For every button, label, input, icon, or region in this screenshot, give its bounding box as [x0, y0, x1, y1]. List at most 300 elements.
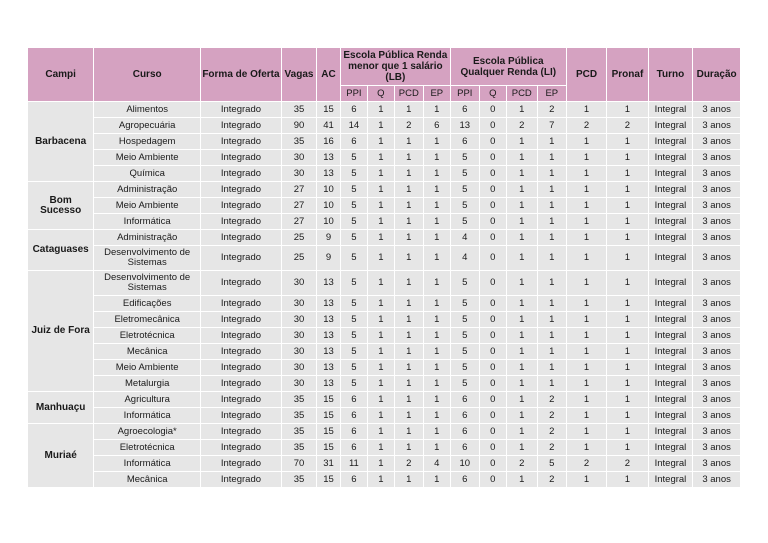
cell-li-q: 0: [479, 102, 506, 118]
table-row: [28, 328, 741, 344]
cell-pronaf: 1: [607, 440, 648, 456]
table-row: [28, 182, 741, 198]
cell-lb-pcd: 1: [394, 166, 423, 182]
cell-pcd: 1: [566, 214, 606, 230]
cell-vagas: 27: [281, 214, 316, 230]
cell-vagas: 30: [281, 166, 316, 182]
cell-forma-de-oferta: Integrado: [201, 408, 282, 424]
cell-lb-ppi: 6: [340, 134, 367, 150]
cell-li-pcd: 1: [506, 198, 537, 214]
cell-li-ep: 2: [537, 102, 566, 118]
cell-pronaf: 1: [607, 328, 648, 344]
cell-pronaf: 1: [607, 182, 648, 198]
cell-li-ep: 2: [537, 440, 566, 456]
cell-turno: Integral: [648, 271, 693, 296]
cell-curso: Química: [94, 166, 201, 182]
table-row: [28, 246, 741, 271]
header-pcd: PCD: [566, 48, 606, 102]
cell-lb-ppi: 5: [340, 214, 367, 230]
cell-turno: Integral: [648, 182, 693, 198]
cell-li-ep: 1: [537, 150, 566, 166]
cell-pcd: 1: [566, 440, 606, 456]
cell-ac: 10: [317, 198, 341, 214]
cell-li-q: 0: [479, 246, 506, 271]
cell-curso: Metalurgia: [94, 376, 201, 392]
cell-li-ppi: 6: [450, 472, 479, 488]
cell-lb-ppi: 5: [340, 296, 367, 312]
cell-lb-pcd: 2: [394, 118, 423, 134]
cell-lb-ep: 1: [423, 230, 450, 246]
table-row: [28, 440, 741, 456]
cell-lb-ppi: 5: [340, 344, 367, 360]
cell-vagas: 25: [281, 246, 316, 271]
table-header: [28, 48, 741, 102]
cell-li-q: 0: [479, 166, 506, 182]
cell-li-ep: 1: [537, 134, 566, 150]
cell-lb-pcd: 1: [394, 392, 423, 408]
cell-forma-de-oferta: Integrado: [201, 230, 282, 246]
cell-duracao: 3 anos: [693, 312, 741, 328]
header-forma-de-oferta: Forma de Oferta: [201, 48, 282, 102]
cell-pronaf: 2: [607, 456, 648, 472]
cell-ac: 15: [317, 408, 341, 424]
cell-vagas: 70: [281, 456, 316, 472]
cell-lb-q: 1: [367, 246, 394, 271]
header-pronaf: Pronaf: [607, 48, 648, 102]
cell-li-ep: 1: [537, 214, 566, 230]
cell-forma-de-oferta: Integrado: [201, 328, 282, 344]
cell-curso: Eletromecânica: [94, 312, 201, 328]
cell-li-q: 0: [479, 472, 506, 488]
cell-li-pcd: 1: [506, 344, 537, 360]
cell-ac: 10: [317, 182, 341, 198]
cell-vagas: 25: [281, 230, 316, 246]
cell-turno: Integral: [648, 230, 693, 246]
cell-li-pcd: 1: [506, 296, 537, 312]
cell-turno: Integral: [648, 360, 693, 376]
cell-lb-ppi: 5: [340, 328, 367, 344]
cell-lb-ep: 1: [423, 102, 450, 118]
cell-pcd: 1: [566, 472, 606, 488]
cell-curso: Informática: [94, 456, 201, 472]
cell-duracao: 3 anos: [693, 344, 741, 360]
table-row: [28, 408, 741, 424]
cell-lb-ppi: 6: [340, 440, 367, 456]
cell-li-pcd: 1: [506, 271, 537, 296]
cell-turno: Integral: [648, 392, 693, 408]
subheader-ppi-lb: PPI: [340, 86, 367, 102]
cell-pcd: 1: [566, 312, 606, 328]
cell-vagas: 35: [281, 134, 316, 150]
cell-vagas: 30: [281, 150, 316, 166]
cell-lb-ppi: 5: [340, 271, 367, 296]
cell-forma-de-oferta: Integrado: [201, 271, 282, 296]
cell-lb-q: 1: [367, 456, 394, 472]
cell-lb-ep: 1: [423, 376, 450, 392]
cell-vagas: 35: [281, 440, 316, 456]
cell-lb-pcd: 2: [394, 456, 423, 472]
cell-lb-ppi: 6: [340, 408, 367, 424]
cell-lb-pcd: 1: [394, 271, 423, 296]
cell-li-ppi: 4: [450, 230, 479, 246]
cell-duracao: 3 anos: [693, 214, 741, 230]
cell-forma-de-oferta: Integrado: [201, 166, 282, 182]
cell-li-ppi: 5: [450, 182, 479, 198]
cell-lb-ppi: 5: [340, 230, 367, 246]
cell-lb-q: 1: [367, 408, 394, 424]
cell-lb-pcd: 1: [394, 472, 423, 488]
cell-forma-de-oferta: Integrado: [201, 182, 282, 198]
cell-ac: 13: [317, 150, 341, 166]
cell-vagas: 35: [281, 472, 316, 488]
cell-li-q: 0: [479, 271, 506, 296]
cell-pcd: 1: [566, 182, 606, 198]
cell-lb-q: 1: [367, 344, 394, 360]
cell-li-pcd: 2: [506, 456, 537, 472]
cell-vagas: 30: [281, 360, 316, 376]
cell-lb-pcd: 1: [394, 344, 423, 360]
cell-pronaf: 1: [607, 102, 648, 118]
cell-duracao: 3 anos: [693, 392, 741, 408]
cell-lb-pcd: 1: [394, 296, 423, 312]
table-row: [28, 312, 741, 328]
campus-name: Manhuaçu: [28, 392, 94, 424]
cell-pcd: 1: [566, 360, 606, 376]
cell-ac: 10: [317, 214, 341, 230]
cell-lb-pcd: 1: [394, 214, 423, 230]
cell-li-pcd: 1: [506, 392, 537, 408]
table-row: [28, 376, 741, 392]
cell-lb-ppi: 5: [340, 150, 367, 166]
cell-lb-pcd: 1: [394, 230, 423, 246]
cell-li-ep: 1: [537, 312, 566, 328]
cell-curso: Informática: [94, 408, 201, 424]
cell-pronaf: 1: [607, 150, 648, 166]
table-row: [28, 392, 741, 408]
cell-forma-de-oferta: Integrado: [201, 118, 282, 134]
cell-ac: 9: [317, 230, 341, 246]
cell-turno: Integral: [648, 408, 693, 424]
cell-forma-de-oferta: Integrado: [201, 424, 282, 440]
cell-turno: Integral: [648, 166, 693, 182]
cell-li-ppi: 5: [450, 296, 479, 312]
cell-li-ep: 2: [537, 392, 566, 408]
cell-li-ppi: 4: [450, 246, 479, 271]
cell-lb-ep: 6: [423, 118, 450, 134]
cell-li-pcd: 1: [506, 472, 537, 488]
subheader-q-lb: Q: [367, 86, 394, 102]
cell-lb-ppi: 5: [340, 312, 367, 328]
cell-pronaf: 1: [607, 214, 648, 230]
cell-li-pcd: 1: [506, 360, 537, 376]
cell-li-ep: 1: [537, 166, 566, 182]
cell-lb-q: 1: [367, 328, 394, 344]
cell-turno: Integral: [648, 424, 693, 440]
cell-pronaf: 1: [607, 230, 648, 246]
cell-lb-ppi: 6: [340, 102, 367, 118]
cell-pcd: 1: [566, 134, 606, 150]
cell-li-ep: 1: [537, 296, 566, 312]
cell-duracao: 3 anos: [693, 328, 741, 344]
cell-curso: Agricultura: [94, 392, 201, 408]
table-row: [28, 424, 741, 440]
cell-turno: Integral: [648, 440, 693, 456]
cell-turno: Integral: [648, 312, 693, 328]
cell-forma-de-oferta: Integrado: [201, 440, 282, 456]
cell-forma-de-oferta: Integrado: [201, 472, 282, 488]
cell-pcd: 1: [566, 328, 606, 344]
cell-lb-q: 1: [367, 360, 394, 376]
cell-li-q: 0: [479, 424, 506, 440]
table-row: [28, 344, 741, 360]
cell-turno: Integral: [648, 150, 693, 166]
cell-forma-de-oferta: Integrado: [201, 360, 282, 376]
cell-pronaf: 1: [607, 246, 648, 271]
cell-li-ep: 1: [537, 198, 566, 214]
cell-pronaf: 1: [607, 360, 648, 376]
cell-turno: Integral: [648, 328, 693, 344]
cell-li-ep: 1: [537, 230, 566, 246]
cell-li-q: 0: [479, 214, 506, 230]
header-turno: Turno: [648, 48, 693, 102]
cell-lb-ppi: 6: [340, 472, 367, 488]
cell-turno: Integral: [648, 214, 693, 230]
cell-lb-q: 1: [367, 134, 394, 150]
cell-lb-ep: 1: [423, 271, 450, 296]
cell-duracao: 3 anos: [693, 198, 741, 214]
cell-pronaf: 1: [607, 408, 648, 424]
cell-lb-q: 1: [367, 166, 394, 182]
cell-lb-pcd: 1: [394, 312, 423, 328]
cell-pcd: 1: [566, 424, 606, 440]
subheader-ppi-li: PPI: [450, 86, 479, 102]
cell-lb-pcd: 1: [394, 134, 423, 150]
cell-lb-q: 1: [367, 296, 394, 312]
cell-turno: Integral: [648, 296, 693, 312]
cell-curso: Administração: [94, 230, 201, 246]
cell-lb-pcd: 1: [394, 360, 423, 376]
cell-pcd: 2: [566, 118, 606, 134]
cell-li-q: 0: [479, 150, 506, 166]
cell-li-ppi: 5: [450, 166, 479, 182]
table-row: [28, 150, 741, 166]
cell-curso: Meio Ambiente: [94, 198, 201, 214]
cell-turno: Integral: [648, 376, 693, 392]
cell-pcd: 1: [566, 271, 606, 296]
cell-vagas: 30: [281, 312, 316, 328]
cell-lb-ep: 1: [423, 182, 450, 198]
cell-vagas: 35: [281, 392, 316, 408]
cell-vagas: 30: [281, 328, 316, 344]
cell-ac: 13: [317, 312, 341, 328]
cell-duracao: 3 anos: [693, 456, 741, 472]
cell-pcd: 1: [566, 246, 606, 271]
cell-pronaf: 1: [607, 312, 648, 328]
cell-lb-q: 1: [367, 102, 394, 118]
cell-lb-q: 1: [367, 182, 394, 198]
cell-duracao: 3 anos: [693, 408, 741, 424]
cell-turno: Integral: [648, 102, 693, 118]
cell-lb-ep: 1: [423, 344, 450, 360]
cell-li-ep: 2: [537, 424, 566, 440]
cell-vagas: 35: [281, 102, 316, 118]
cell-li-ppi: 5: [450, 344, 479, 360]
cell-forma-de-oferta: Integrado: [201, 246, 282, 271]
cell-curso: Mecânica: [94, 472, 201, 488]
cell-duracao: 3 anos: [693, 134, 741, 150]
cell-vagas: 90: [281, 118, 316, 134]
cell-li-ep: 1: [537, 271, 566, 296]
cell-li-pcd: 1: [506, 134, 537, 150]
cell-lb-q: 1: [367, 118, 394, 134]
cell-lb-ep: 1: [423, 296, 450, 312]
cell-lb-ep: 1: [423, 312, 450, 328]
cell-lb-pcd: 1: [394, 150, 423, 166]
cell-lb-ep: 1: [423, 214, 450, 230]
cell-lb-ep: 1: [423, 360, 450, 376]
cell-vagas: 35: [281, 408, 316, 424]
cell-turno: Integral: [648, 344, 693, 360]
cell-pcd: 2: [566, 456, 606, 472]
cell-lb-ep: 1: [423, 198, 450, 214]
header-duracao: Duração: [693, 48, 741, 102]
subheader-pcd-lb: PCD: [394, 86, 423, 102]
header-ac: AC: [317, 48, 341, 102]
cell-forma-de-oferta: Integrado: [201, 456, 282, 472]
cell-li-q: 0: [479, 440, 506, 456]
cell-lb-q: 1: [367, 312, 394, 328]
cell-li-pcd: 1: [506, 166, 537, 182]
cell-lb-ppi: 5: [340, 360, 367, 376]
cell-lb-q: 1: [367, 198, 394, 214]
cell-lb-pcd: 1: [394, 408, 423, 424]
cell-forma-de-oferta: Integrado: [201, 150, 282, 166]
cell-pcd: 1: [566, 296, 606, 312]
cell-turno: Integral: [648, 472, 693, 488]
cell-li-q: 0: [479, 312, 506, 328]
cell-li-pcd: 1: [506, 230, 537, 246]
cell-lb-ep: 1: [423, 134, 450, 150]
cell-pronaf: 2: [607, 118, 648, 134]
cell-vagas: 30: [281, 296, 316, 312]
header-lb: Escola Pública Renda menor que 1 salário (LB): [340, 48, 450, 86]
cell-duracao: 3 anos: [693, 271, 741, 296]
table-row: [28, 296, 741, 312]
cell-lb-pcd: 1: [394, 376, 423, 392]
table-row: [28, 230, 741, 246]
table-row: [28, 271, 741, 296]
cell-pronaf: 1: [607, 296, 648, 312]
cell-vagas: 35: [281, 424, 316, 440]
cell-lb-q: 1: [367, 271, 394, 296]
cell-li-pcd: 1: [506, 214, 537, 230]
cell-pronaf: 1: [607, 271, 648, 296]
cell-li-ppi: 5: [450, 271, 479, 296]
cell-pronaf: 1: [607, 472, 648, 488]
cell-curso: Meio Ambiente: [94, 360, 201, 376]
cell-li-q: 0: [479, 328, 506, 344]
cell-turno: Integral: [648, 456, 693, 472]
cell-li-ep: 1: [537, 328, 566, 344]
cell-duracao: 3 anos: [693, 424, 741, 440]
cell-lb-ep: 1: [423, 440, 450, 456]
cell-lb-q: 1: [367, 150, 394, 166]
cell-pcd: 1: [566, 166, 606, 182]
table-body: [28, 102, 741, 488]
cell-pcd: 1: [566, 344, 606, 360]
cell-lb-q: 1: [367, 376, 394, 392]
table-row: [28, 472, 741, 488]
cell-li-ppi: 6: [450, 392, 479, 408]
cell-curso: Administração: [94, 182, 201, 198]
cell-lb-pcd: 1: [394, 328, 423, 344]
header-li: Escola Pública Qualquer Renda (LI): [450, 48, 566, 86]
table-row: [28, 118, 741, 134]
cell-li-ep: 7: [537, 118, 566, 134]
cell-forma-de-oferta: Integrado: [201, 296, 282, 312]
cell-li-pcd: 1: [506, 150, 537, 166]
subheader-pcd-li: PCD: [506, 86, 537, 102]
cell-lb-ep: 1: [423, 150, 450, 166]
cell-vagas: 27: [281, 182, 316, 198]
cell-vagas: 30: [281, 344, 316, 360]
cell-li-ppi: 5: [450, 150, 479, 166]
cell-turno: Integral: [648, 134, 693, 150]
cell-lb-q: 1: [367, 214, 394, 230]
cell-li-pcd: 1: [506, 246, 537, 271]
cell-li-pcd: 1: [506, 424, 537, 440]
cell-ac: 15: [317, 440, 341, 456]
cell-li-ppi: 5: [450, 376, 479, 392]
cell-ac: 13: [317, 344, 341, 360]
cell-li-ppi: 5: [450, 360, 479, 376]
cell-li-ep: 1: [537, 246, 566, 271]
cell-pcd: 1: [566, 230, 606, 246]
cell-duracao: 3 anos: [693, 118, 741, 134]
cell-ac: 13: [317, 271, 341, 296]
cell-li-ppi: 5: [450, 214, 479, 230]
cell-ac: 13: [317, 376, 341, 392]
cell-li-ppi: 5: [450, 198, 479, 214]
cell-li-ep: 1: [537, 376, 566, 392]
cell-lb-ppi: 6: [340, 424, 367, 440]
cell-turno: Integral: [648, 198, 693, 214]
subheader-q-li: Q: [479, 86, 506, 102]
cell-li-ppi: 6: [450, 134, 479, 150]
table-row: [28, 456, 741, 472]
cell-li-ep: 2: [537, 472, 566, 488]
cell-pronaf: 1: [607, 198, 648, 214]
cell-li-ppi: 6: [450, 424, 479, 440]
cell-lb-ep: 1: [423, 472, 450, 488]
cell-li-ppi: 10: [450, 456, 479, 472]
cell-lb-ppi: 5: [340, 376, 367, 392]
cell-turno: Integral: [648, 246, 693, 271]
cell-lb-ep: 1: [423, 166, 450, 182]
cell-lb-ep: 1: [423, 328, 450, 344]
cell-li-q: 0: [479, 182, 506, 198]
cell-lb-ppi: 6: [340, 392, 367, 408]
cell-li-ppi: 6: [450, 102, 479, 118]
cell-lb-ppi: 5: [340, 246, 367, 271]
cell-curso: Eletrotécnica: [94, 328, 201, 344]
cell-lb-pcd: 1: [394, 424, 423, 440]
cell-lb-q: 1: [367, 424, 394, 440]
cell-lb-ppi: 5: [340, 182, 367, 198]
cell-pcd: 1: [566, 198, 606, 214]
cell-duracao: 3 anos: [693, 182, 741, 198]
cell-curso: Mecânica: [94, 344, 201, 360]
